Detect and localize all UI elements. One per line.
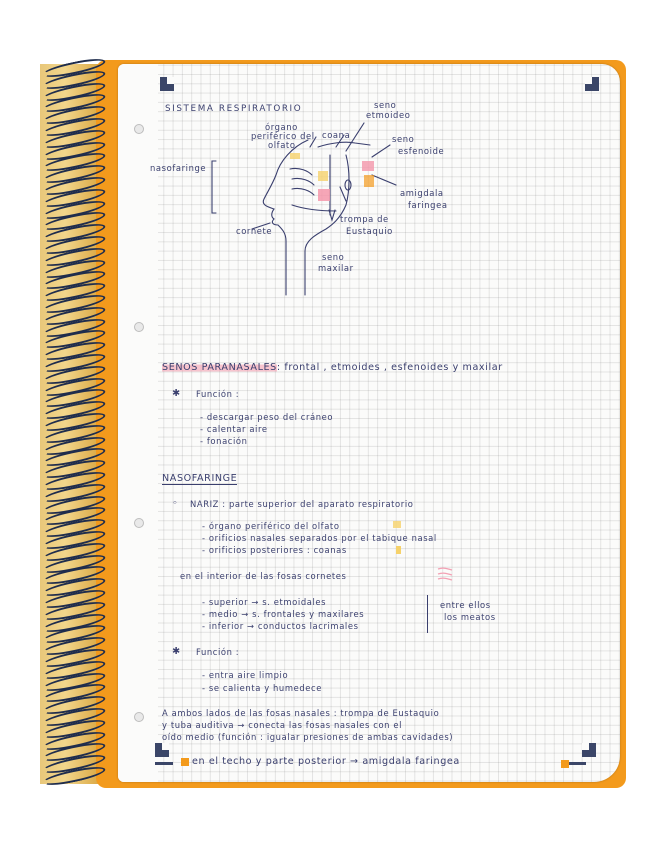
label-seno-esfenoide: esfenoide bbox=[398, 146, 445, 156]
arrow-line bbox=[340, 187, 346, 201]
diagram-title: SISTEMA RESPIRATORIO bbox=[165, 104, 303, 114]
nariz-line: NARIZ : parte superior del aparato respiratorio bbox=[190, 499, 414, 509]
punch-hole bbox=[134, 322, 144, 332]
nariz-bullet: ◦ bbox=[172, 498, 179, 509]
nasal-cavity-line bbox=[318, 142, 370, 147]
seno-esfenoide-mark bbox=[362, 161, 374, 171]
corner-mark-icon bbox=[582, 743, 596, 757]
nariz-item: - órgano periférico del olfato bbox=[202, 521, 340, 531]
funcion-label: Función : bbox=[196, 647, 240, 657]
cornetes-bracket bbox=[427, 595, 428, 633]
label-seno-etmoideo: seno bbox=[374, 100, 397, 110]
label-amigdala: faringea bbox=[408, 200, 448, 210]
bottom-bar bbox=[155, 762, 173, 765]
label-olfato: olfato bbox=[268, 140, 296, 150]
corner-mark-icon bbox=[160, 77, 174, 91]
entre-line: los meatos bbox=[444, 612, 496, 622]
paragraph-line: A ambos lados de las fosas nasales : trompa de Eustaquio bbox=[162, 708, 440, 718]
cornete-item: - medio → s. frontales y maxilares bbox=[202, 609, 365, 619]
senos-item: - calentar aire bbox=[200, 424, 268, 434]
nariz-item: - orificios nasales separados por el tabique nasal bbox=[202, 533, 437, 543]
spiral-binding bbox=[36, 62, 116, 786]
label-periferico: periférico del bbox=[251, 131, 315, 141]
interior-line: en el interior de las fosas cornetes bbox=[180, 571, 347, 581]
label-cornete: cornete bbox=[236, 226, 273, 236]
punch-hole bbox=[134, 712, 144, 722]
nasofaringe-heading: NASOFARINGE bbox=[162, 473, 238, 484]
senos-item: - descargar peso del cráneo bbox=[200, 412, 334, 422]
cornete-item: - inferior → conductos lacrimales bbox=[202, 621, 359, 631]
label-seno-maxilar: maxilar bbox=[318, 263, 354, 273]
senos-funcion-label: Función : bbox=[196, 389, 240, 399]
cornetes-icon bbox=[436, 566, 454, 582]
senos-item: - fonación bbox=[200, 436, 248, 446]
senos-bullet: ✱ bbox=[172, 388, 181, 399]
funcion-item: - se calienta y humedece bbox=[202, 683, 322, 693]
label-trompa: trompa de bbox=[340, 214, 389, 224]
label-seno-etmoideo: etmoideo bbox=[366, 110, 411, 120]
funcion-bullet: ✱ bbox=[172, 646, 181, 657]
label-seno-esfenoide: seno bbox=[392, 134, 415, 144]
cornete-curve bbox=[292, 188, 314, 195]
label-nasofaringe: nasofaringe bbox=[150, 163, 207, 173]
senos-list: : frontal , etmoides , esfenoides y maxilar bbox=[276, 362, 503, 373]
arrow-line bbox=[372, 175, 396, 185]
cornete-item: - superior → s. etmoidales bbox=[202, 597, 327, 607]
paragraph-line: oído medio (función : igualar presiones de ambas cavidades) bbox=[162, 732, 454, 742]
funcion-item: - entra aire limpio bbox=[202, 670, 289, 680]
seno-frontal-mark bbox=[290, 153, 300, 159]
nariz-item: - orificios posteriores : coanas bbox=[202, 545, 347, 555]
corner-mark-icon bbox=[155, 743, 169, 757]
seno-maxilar-mark bbox=[318, 189, 330, 201]
senos-section bbox=[162, 362, 503, 373]
cornete-curve bbox=[292, 178, 314, 185]
last-line: en el techo y parte posterior → amigdala faringea bbox=[192, 756, 460, 767]
label-coana: coana bbox=[322, 130, 351, 140]
entre-line: entre ellos bbox=[440, 600, 491, 610]
label-organo: órgano bbox=[265, 122, 298, 132]
orange-marker bbox=[181, 758, 189, 766]
amigdala-mark bbox=[364, 175, 374, 187]
punch-hole bbox=[134, 518, 144, 528]
olfato-marker bbox=[393, 521, 401, 528]
bottom-bar bbox=[568, 762, 586, 765]
coana-marker bbox=[396, 546, 401, 554]
label-seno-maxilar: seno bbox=[322, 252, 345, 262]
orange-marker bbox=[561, 760, 569, 768]
nasofaringe-bracket bbox=[212, 161, 216, 213]
cornete-curve bbox=[290, 168, 312, 175]
arrow-line bbox=[372, 145, 390, 157]
label-amigdala: amigdala bbox=[400, 188, 444, 198]
head-profile-line bbox=[263, 140, 308, 295]
paragraph-line: y tuba auditiva → conecta las fosas nasales con el bbox=[162, 720, 403, 730]
label-trompa: Eustaquio bbox=[346, 226, 393, 236]
trompa-ellipse bbox=[345, 180, 351, 190]
seno-etmoideo-mark bbox=[318, 171, 328, 181]
senos-heading: SENOS PARANASALES bbox=[162, 362, 277, 373]
corner-mark-icon bbox=[585, 77, 599, 91]
